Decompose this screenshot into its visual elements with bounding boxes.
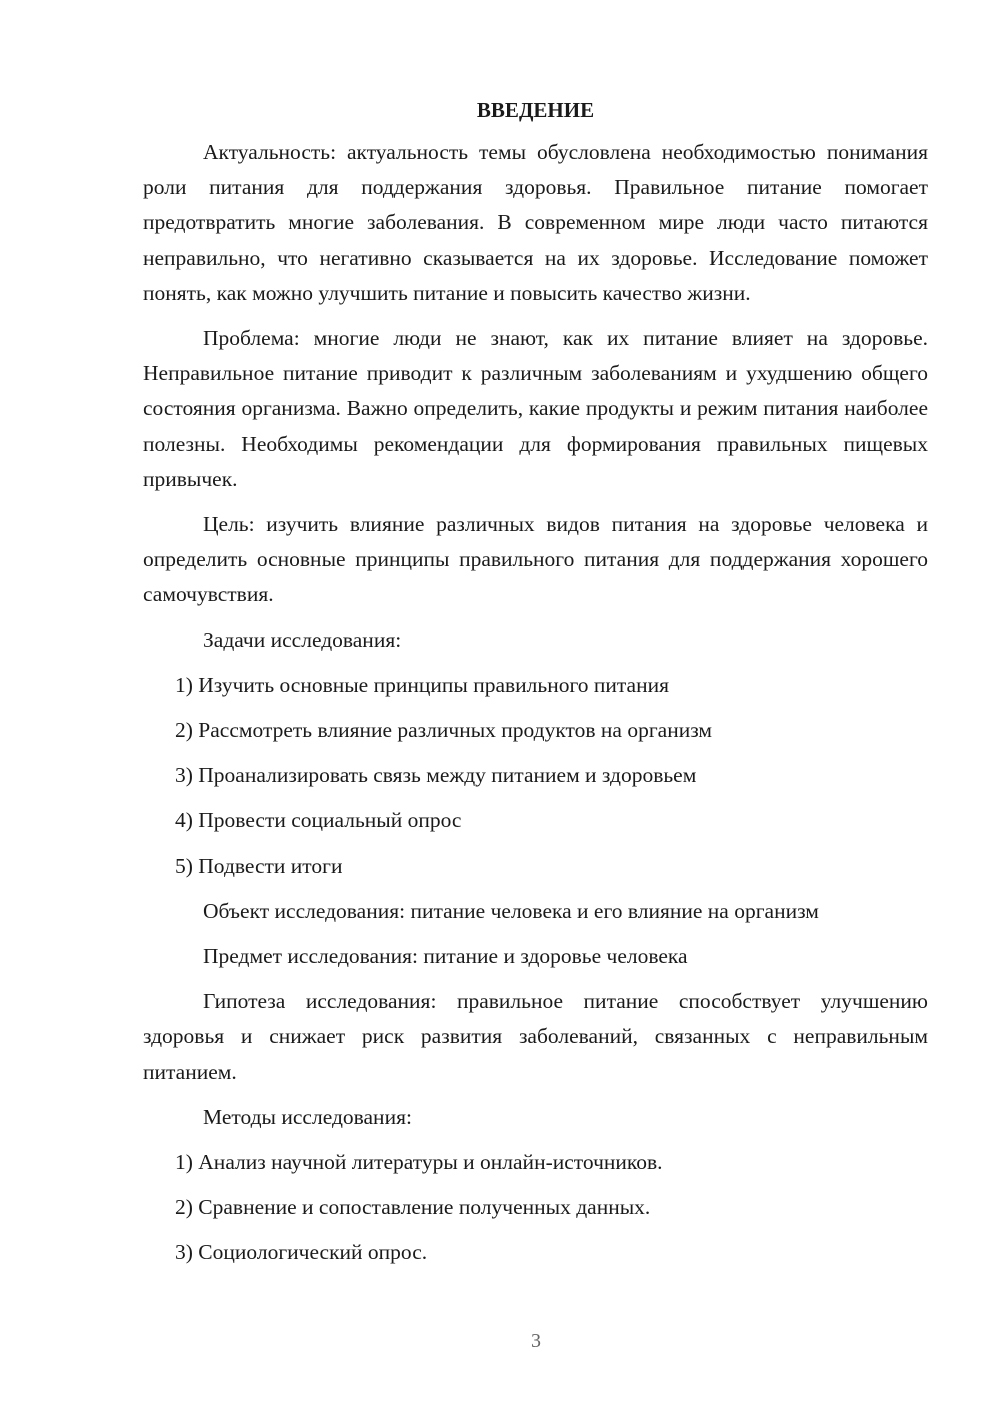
problem-paragraph: Проблема: многие люди не знают, как их питание влияет на здоровье. Неправильное питание приводит к различным заболеваниям и ухудшению общего состояния организма. Важно определить, какие продукты и режим питания наиболее полезны. Необходимы рекомендации для формирования правильных пищевых привычек. — [143, 326, 928, 491]
relevance-paragraph: Актуальность: актуальность темы обусловлена необходимостью понимания роли питания для поддержания здоровья. Правильное питание помогает предотвратить многие заболевания. В современном мире люди часто питаются неправильно, что негативно сказывается на их здоровье. Исследование поможет понять, как можно улучшить питание и повысить качество жизни. — [143, 140, 928, 305]
list-item: 3) Социологический опрос. — [175, 1240, 428, 1265]
list-item: 3) Проанализировать связь между питанием и здоровьем — [175, 763, 697, 788]
hypothesis-paragraph: Гипотеза исследования: правильное питание способствует улучшению здоровья и снижает риск развития заболеваний, связанных с неправильным питанием. — [143, 989, 928, 1084]
list-item: 5) Подвести итоги — [175, 853, 343, 878]
methods-list — [143, 1145, 928, 1271]
list-item: 4) Провести социальный опрос — [175, 808, 462, 833]
subject-line: Предмет исследования: питание и здоровье человека — [203, 944, 688, 969]
document-page — [143, 93, 928, 1281]
list-item: 2) Рассмотреть влияние различных продуктов на организм — [175, 718, 713, 743]
goal-paragraph: Цель: изучить влияние различных видов питания на здоровье человека и определить основные принципы правильного питания для поддержания хорошего самочувствия. — [143, 512, 928, 607]
methods-title: Методы исследования: — [203, 1104, 412, 1129]
tasks-list — [143, 668, 928, 884]
object-line: Объект исследования: питание человека и его влияние на организм — [203, 898, 819, 923]
list-item: 1) Изучить основные принципы правильного питания — [175, 672, 669, 697]
section-heading: ВВЕДЕНИЕ — [476, 98, 595, 122]
page-number: 3 — [531, 1330, 541, 1352]
tasks-title: Задачи исследования: — [203, 627, 402, 652]
list-item: 2) Сравнение и сопоставление полученных данных. — [175, 1195, 651, 1220]
list-item: 1) Анализ научной литературы и онлайн-источников. — [175, 1150, 663, 1175]
